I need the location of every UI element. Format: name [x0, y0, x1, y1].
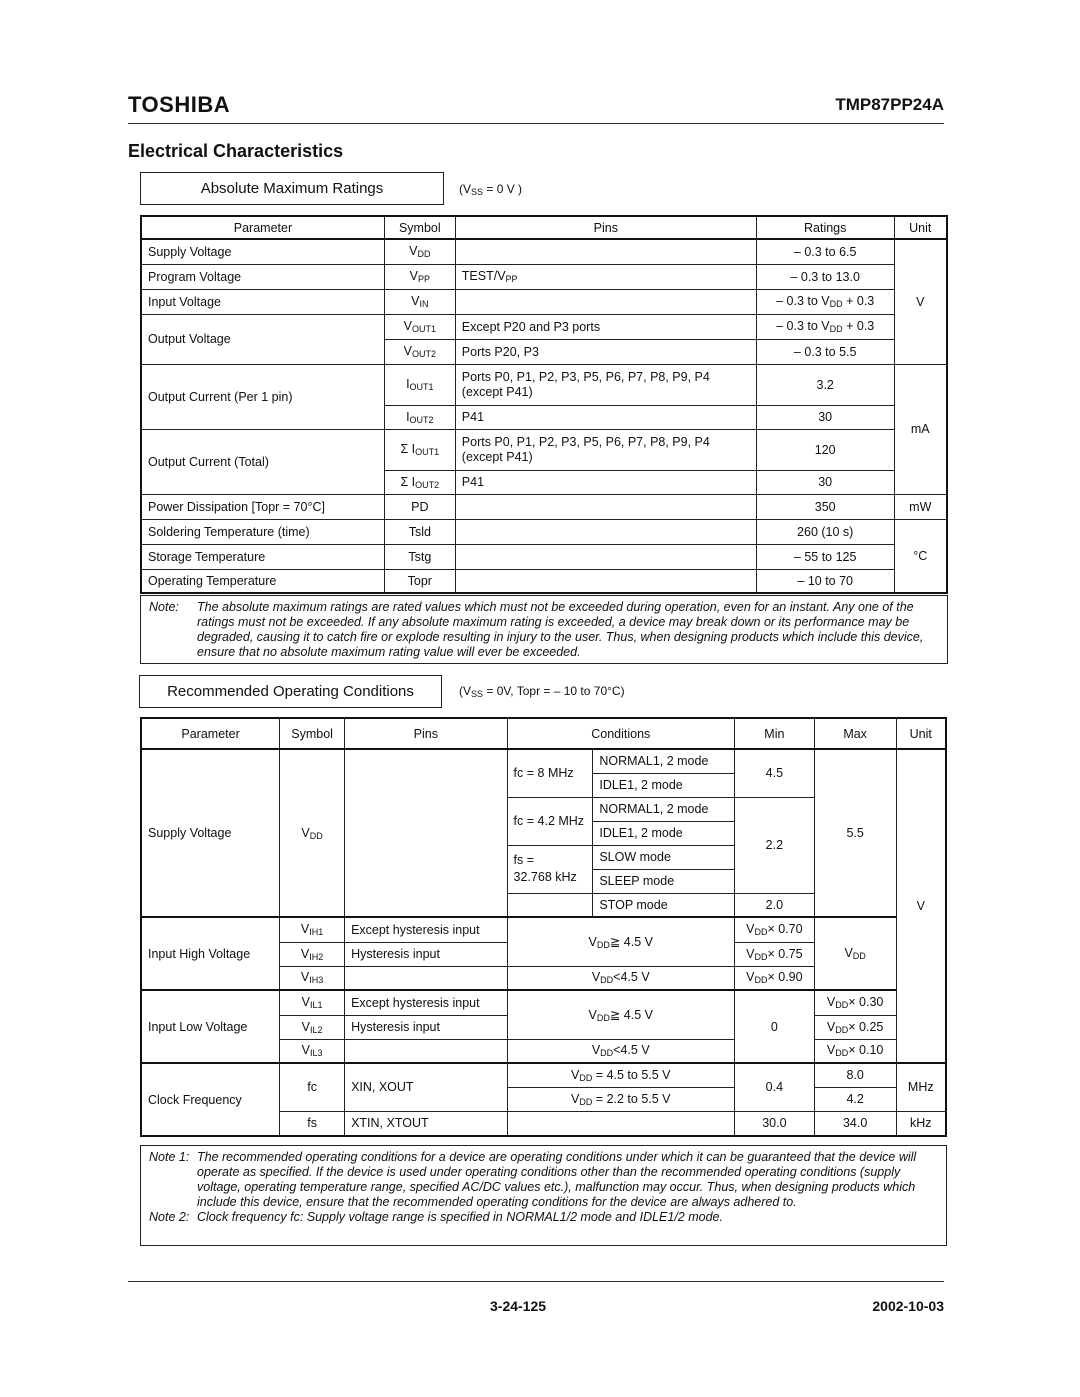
pins-cell: Ports P0, P1, P2, P3, P5, P6, P7, P8, P9, P4 (except P41) — [455, 429, 756, 470]
rating-cell: – 55 to 125 — [756, 544, 894, 569]
symbol-cell: $V_{IH1}$ — [280, 917, 345, 942]
min-cell: 30.0 — [734, 1111, 814, 1136]
table-row — [141, 917, 946, 942]
pins-cell — [345, 966, 507, 990]
rating-cell: – 0.3 to 13.0 — [756, 264, 894, 289]
pins-cell: Hysteresis input — [345, 1015, 507, 1039]
condition-cell: $V_{DD}<4.5$ V — [507, 966, 734, 990]
param-cell: Output Current (Per 1 pin) — [141, 364, 384, 429]
unit-cell: V — [896, 749, 946, 1063]
symbol-cell: $V_{IN}$ — [384, 289, 455, 314]
condition-cell: $V_{DD}<4.5$ V — [507, 1039, 734, 1063]
col-header: Unit — [896, 718, 946, 749]
pins-cell: P41 — [455, 405, 756, 429]
document-date: 2002-10-03 — [872, 1298, 944, 1314]
unit-cell: mW — [894, 494, 947, 519]
condition-cell — [507, 893, 593, 917]
symbol-cell: $V_{IH2}$ — [280, 942, 345, 966]
max-cell: 8.0 — [814, 1063, 896, 1087]
amr-title: Absolute Maximum Ratings — [140, 172, 444, 205]
max-cell: $V_{DD}\times 0.30$ — [814, 990, 896, 1015]
part-number: TMP87PP24A — [835, 95, 944, 114]
min-cell: 0.4 — [734, 1063, 814, 1111]
param-cell: Input High Voltage — [141, 917, 280, 990]
pins-cell: Hysteresis input — [345, 942, 507, 966]
unit-cell: MHz — [896, 1063, 946, 1111]
max-cell: 5.5 — [814, 749, 896, 917]
unit-cell: kHz — [896, 1111, 946, 1136]
rating-cell: 260 (10 s) — [756, 519, 894, 544]
table-row — [141, 364, 947, 405]
symbol-cell: $I_{OUT1}$ — [384, 364, 455, 405]
cond-rest: = 0V, Topr = – 10 to 70°C) — [483, 684, 625, 698]
cond-rest: = 0 V ) — [483, 182, 523, 196]
rating-cell: – 0.3 to $V_{DD} + 0.3$ — [756, 314, 894, 339]
param-cell: Supply Voltage — [141, 749, 280, 917]
symbol-cell: fs — [280, 1111, 345, 1136]
param-cell: Power Dissipation [Topr = 70°C] — [141, 494, 384, 519]
col-header: Pins — [345, 718, 507, 749]
param-cell: Storage Temperature — [141, 544, 384, 569]
symbol-cell: $V_{DD}$ — [280, 749, 345, 917]
symbol-cell: Topr — [384, 569, 455, 593]
unit-cell: mA — [894, 364, 947, 494]
rating-cell: – 0.3 to 6.5 — [756, 239, 894, 264]
condition-cell: fc = 4.2 MHz — [507, 797, 593, 845]
rating-cell: 30 — [756, 405, 894, 429]
pins-cell — [455, 289, 756, 314]
symbol-cell: Σ $I_{OUT1}$ — [384, 429, 455, 470]
param-cell: Output Voltage — [141, 314, 384, 364]
col-header: Ratings — [756, 216, 894, 239]
symbol-cell: $V_{PP}$ — [384, 264, 455, 289]
condition-cell: $V_{DD}≧$ 4.5 V — [507, 917, 734, 966]
pins-cell: Except P20 and P3 ports — [455, 314, 756, 339]
param-cell: Soldering Temperature (time) — [141, 519, 384, 544]
max-cell: $V_{DD}\times 0.10$ — [814, 1039, 896, 1063]
table-row — [141, 1063, 946, 1087]
table-row — [141, 289, 947, 314]
brand-logo: TOSHIBA — [128, 92, 231, 117]
pins-cell — [455, 519, 756, 544]
mode-cell: IDLE1, 2 mode — [593, 821, 735, 845]
table-row — [141, 429, 947, 470]
note-1 — [149, 1150, 938, 1210]
condition-cell — [507, 1111, 734, 1136]
pins-cell — [455, 544, 756, 569]
symbol-cell: $V_{OUT1}$ — [384, 314, 455, 339]
min-cell: $V_{DD}\times 0.90$ — [734, 966, 814, 990]
amr-header-row — [141, 216, 947, 239]
table-row — [141, 569, 947, 593]
note-2 — [149, 1210, 938, 1225]
min-cell: $V_{DD}\times 0.75$ — [734, 942, 814, 966]
rating-cell: – 0.3 to $V_{DD} + 0.3$ — [756, 289, 894, 314]
pins-cell: TEST/$V_{PP}$ — [455, 264, 756, 289]
cond-sub: SS — [471, 689, 484, 699]
col-header: Min — [734, 718, 814, 749]
cond-text: (V — [459, 182, 471, 196]
footer-divider — [128, 1281, 944, 1282]
pins-cell: XIN, XOUT — [345, 1063, 507, 1111]
amr-note — [140, 595, 948, 664]
roc-title: Recommended Operating Conditions — [139, 675, 442, 708]
note-label: Note 2: — [149, 1210, 190, 1224]
symbol-cell: PD — [384, 494, 455, 519]
rating-cell: 350 — [756, 494, 894, 519]
condition-cell: fc = 8 MHz — [507, 749, 593, 797]
condition-cell: $V_{DD} = 2.2$ to 5.5 V — [507, 1087, 734, 1111]
pins-cell — [455, 569, 756, 593]
symbol-cell: $V_{DD}$ — [384, 239, 455, 264]
cond-text: (V — [459, 684, 471, 698]
max-cell: 34.0 — [814, 1111, 896, 1136]
note-text: The recommended operating conditions for a device are operating conditions under which it can be guaranteed that the device will operate as specified. If the device is used under operating conditions other than the recommended operating conditions (supply voltage, operating temperature range, specified AC/DC values etc.), malfunction may occur. Thus, when designing products which include this device, ensure that the recommended operating conditions for the device are always adhered to. — [197, 1150, 917, 1209]
table-row — [141, 494, 947, 519]
condition-cell: fs = 32.768 kHz — [507, 845, 593, 893]
col-header: Parameter — [141, 718, 280, 749]
symbol-cell: $V_{IL1}$ — [280, 990, 345, 1015]
min-cell: 0 — [734, 990, 814, 1063]
note-text: The absolute maximum ratings are rated values which must not be exceeded during operation, even for an instant. Any one of the ratings must not be exceeded. If any absolute maximum rating is exceeded, a device may break down or its performance may be degraded, causing it to catch fire or explode resulting in injury to the user. Thus, when designing products which include this device, ensure that no absolute maximum rating value will ever be exceeded. — [197, 600, 924, 659]
symbol-cell: $V_{IL2}$ — [280, 1015, 345, 1039]
note-text: Clock frequency fc: Supply voltage range is specified in NORMAL1/2 mode and IDLE1/2 mode. — [197, 1210, 723, 1224]
note-label: Note: — [149, 600, 179, 614]
param-cell: Input Low Voltage — [141, 990, 280, 1063]
symbol-cell: Tstg — [384, 544, 455, 569]
param-cell: Supply Voltage — [141, 239, 384, 264]
unit-cell: °C — [894, 519, 947, 593]
symbol-cell: $V_{OUT2}$ — [384, 339, 455, 364]
table-row — [141, 314, 947, 339]
note-label: Note 1: — [149, 1150, 190, 1164]
amr-table — [140, 215, 948, 594]
param-cell: Operating Temperature — [141, 569, 384, 593]
symbol-cell: fc — [280, 1063, 345, 1111]
min-cell: 2.2 — [734, 797, 814, 893]
param-cell: Input Voltage — [141, 289, 384, 314]
table-row — [141, 239, 947, 264]
min-cell: $V_{DD}\times 0.70$ — [734, 917, 814, 942]
condition-cell: $V_{DD}≧$ 4.5 V — [507, 990, 734, 1039]
mode-cell: NORMAL1, 2 mode — [593, 797, 735, 821]
pins-cell — [345, 749, 507, 917]
table-row — [141, 544, 947, 569]
pins-cell: P41 — [455, 470, 756, 494]
mode-cell: STOP mode — [593, 893, 735, 917]
cond-sub: SS — [471, 187, 484, 197]
pins-cell — [455, 239, 756, 264]
roc-header-row — [141, 718, 946, 749]
param-cell: Clock Frequency — [141, 1063, 280, 1136]
mode-cell: IDLE1, 2 mode — [593, 773, 735, 797]
symbol-cell: $V_{IH3}$ — [280, 966, 345, 990]
unit-cell: V — [894, 239, 947, 364]
col-header: Symbol — [280, 718, 345, 749]
pins-cell: Except hysteresis input — [345, 917, 507, 942]
mode-cell: SLOW mode — [593, 845, 735, 869]
symbol-cell: $V_{IL3}$ — [280, 1039, 345, 1063]
rating-cell: – 10 to 70 — [756, 569, 894, 593]
rating-cell: 30 — [756, 470, 894, 494]
amr-condition — [459, 182, 522, 197]
mode-cell: NORMAL1, 2 mode — [593, 749, 735, 773]
col-header: Unit — [894, 216, 947, 239]
pins-cell — [345, 1039, 507, 1063]
pins-cell: Except hysteresis input — [345, 990, 507, 1015]
param-cell: Output Current (Total) — [141, 429, 384, 494]
min-cell: 4.5 — [734, 749, 814, 797]
mode-cell: SLEEP mode — [593, 869, 735, 893]
col-header: Pins — [455, 216, 756, 239]
table-row — [141, 264, 947, 289]
section-title: Electrical Characteristics — [128, 141, 344, 161]
header-divider — [128, 123, 944, 124]
table-row — [141, 990, 946, 1015]
pins-cell — [455, 494, 756, 519]
pins-cell: Ports P0, P1, P2, P3, P5, P6, P7, P8, P9, P4 (except P41) — [455, 364, 756, 405]
page-number: 3-24-125 — [490, 1298, 547, 1314]
pins-cell: Ports P20, P3 — [455, 339, 756, 364]
roc-notes — [140, 1145, 947, 1246]
max-cell: $V_{DD}\times 0.25$ — [814, 1015, 896, 1039]
max-cell: $V_{DD}$ — [814, 917, 896, 990]
roc-table — [140, 717, 947, 1137]
min-cell: 2.0 — [734, 893, 814, 917]
roc-condition — [459, 684, 625, 699]
max-cell: 4.2 — [814, 1087, 896, 1111]
rating-cell: 120 — [756, 429, 894, 470]
symbol-cell: $I_{OUT2}$ — [384, 405, 455, 429]
symbol-cell: Tsld — [384, 519, 455, 544]
rating-cell: 3.2 — [756, 364, 894, 405]
pins-cell: XTIN, XTOUT — [345, 1111, 507, 1136]
param-cell: Program Voltage — [141, 264, 384, 289]
col-header: Max — [814, 718, 896, 749]
col-header: Conditions — [507, 718, 734, 749]
table-row — [141, 749, 946, 773]
table-row — [141, 519, 947, 544]
col-header: Parameter — [141, 216, 384, 239]
symbol-cell: Σ $I_{OUT2}$ — [384, 470, 455, 494]
rating-cell: – 0.3 to 5.5 — [756, 339, 894, 364]
col-header: Symbol — [384, 216, 455, 239]
condition-cell: $V_{DD} = 4.5$ to 5.5 V — [507, 1063, 734, 1087]
